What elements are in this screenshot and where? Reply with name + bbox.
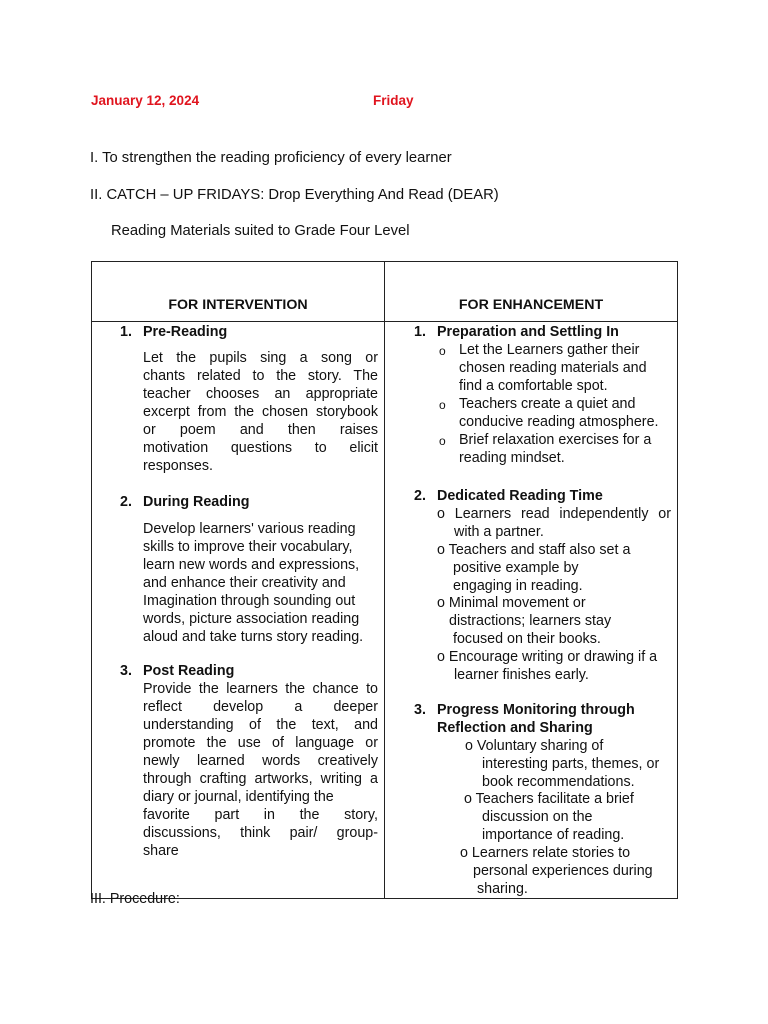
- text-line: interesting parts, themes, or: [482, 756, 660, 772]
- text-line: promote the use of language or: [143, 735, 378, 751]
- text-line: find a comfortable spot.: [459, 378, 608, 394]
- text-line: o Learners relate stories to: [460, 845, 631, 861]
- materials: Reading Materials suited to Grade Four Level: [111, 223, 410, 239]
- text-line: distractions; learners stay: [449, 613, 612, 629]
- text-line: importance of reading.: [482, 827, 625, 843]
- text-line: o Learners read independently or: [437, 506, 671, 522]
- text-line: learn new words and expressions,: [143, 557, 360, 573]
- text-line: with a partner.: [454, 524, 544, 540]
- text-line: chants related to the story. The: [143, 368, 378, 384]
- text-line: positive example by: [453, 560, 579, 576]
- col-header-intervention: FOR INTERVENTION: [92, 262, 385, 322]
- text-line: reading mindset.: [459, 450, 565, 466]
- text-line: o Minimal movement or: [437, 595, 586, 611]
- procedure-heading: III. Procedure:: [90, 891, 180, 907]
- text-line: teacher chooses an appropriate: [143, 386, 378, 402]
- section-number: 2.: [414, 488, 426, 504]
- bullet: o: [439, 398, 446, 412]
- text-line: o Teachers and staff also set a: [437, 542, 631, 558]
- enhancement-cell: [385, 322, 677, 898]
- section-title: Progress Monitoring through: [437, 702, 635, 718]
- text-line: share: [143, 843, 179, 859]
- text-line: or poem and then raises: [143, 422, 378, 438]
- text-line: learner finishes early.: [454, 667, 589, 683]
- section-number: 3.: [120, 663, 132, 679]
- text-line: Brief relaxation exercises for a: [459, 432, 652, 448]
- col-header-enhancement: FOR ENHANCEMENT: [385, 262, 678, 322]
- text-line: Develop learners' various reading: [143, 521, 356, 537]
- section-title: Pre-Reading: [143, 324, 228, 340]
- text-line: personal experiences during: [473, 863, 653, 879]
- text-line: aloud and take turns story reading.: [143, 629, 364, 645]
- text-line: conducive reading atmosphere.: [459, 414, 659, 430]
- section-number: 3.: [414, 702, 426, 718]
- section-number: 1.: [120, 324, 132, 340]
- intervention-cell: [92, 322, 384, 898]
- text-line: o Encourage writing or drawing if a: [437, 649, 658, 665]
- bullet: o: [439, 434, 446, 448]
- text-line: and enhance their creativity and: [143, 575, 346, 591]
- text-line: discussions, think pair/ group-: [143, 825, 378, 841]
- text-line: engaging in reading.: [453, 578, 583, 594]
- text-line: excerpt from the chosen storybook: [143, 404, 378, 420]
- text-line: focused on their books.: [453, 631, 601, 647]
- text-line: discussion on the: [482, 809, 593, 825]
- section-number: 1.: [414, 324, 426, 340]
- text-line: Provide the learners the chance to: [143, 681, 378, 697]
- section-title: Preparation and Settling In: [437, 324, 619, 340]
- text-line: newly learned words creatively: [143, 753, 378, 769]
- text-line: reflect develop a deeper: [143, 699, 378, 715]
- text-line: words, picture association reading: [143, 611, 360, 627]
- section-number: 2.: [120, 494, 132, 510]
- text-line: Let the pupils sing a song or: [143, 350, 378, 366]
- date: January 12, 2024: [91, 93, 200, 108]
- text-line: through crafting artworks, writing a: [143, 771, 378, 787]
- text-line: diary or journal, identifying the: [143, 789, 334, 805]
- text-line: motivation questions to elicit: [143, 440, 378, 456]
- text-line: Let the Learners gather their: [459, 342, 640, 358]
- text-line: o Teachers facilitate a brief: [464, 791, 634, 807]
- section-title: During Reading: [143, 494, 250, 510]
- section-title: Post Reading: [143, 663, 235, 679]
- section-title: Dedicated Reading Time: [437, 488, 603, 504]
- text-line: chosen reading materials and: [459, 360, 647, 376]
- subject: II. CATCH – UP FRIDAYS: Drop Everything And Read (DEAR): [90, 187, 499, 203]
- text-line: understanding of the text, and: [143, 717, 378, 733]
- text-line: favorite part in the story,: [143, 807, 378, 823]
- text-line: Teachers create a quiet and: [459, 396, 636, 412]
- section-title: Reflection and Sharing: [437, 720, 593, 736]
- text-line: skills to improve their vocabulary,: [143, 539, 353, 555]
- text-line: sharing.: [477, 881, 528, 897]
- day: Friday: [373, 93, 414, 108]
- bullet: o: [439, 344, 446, 358]
- text-line: responses.: [143, 458, 213, 474]
- text-line: Imagination through sounding out: [143, 593, 356, 609]
- objective: I. To strengthen the reading proficiency of every learner: [90, 150, 452, 166]
- text-line: book recommendations.: [482, 774, 635, 790]
- lesson-table: [91, 261, 678, 899]
- text-line: o Voluntary sharing of: [465, 738, 604, 754]
